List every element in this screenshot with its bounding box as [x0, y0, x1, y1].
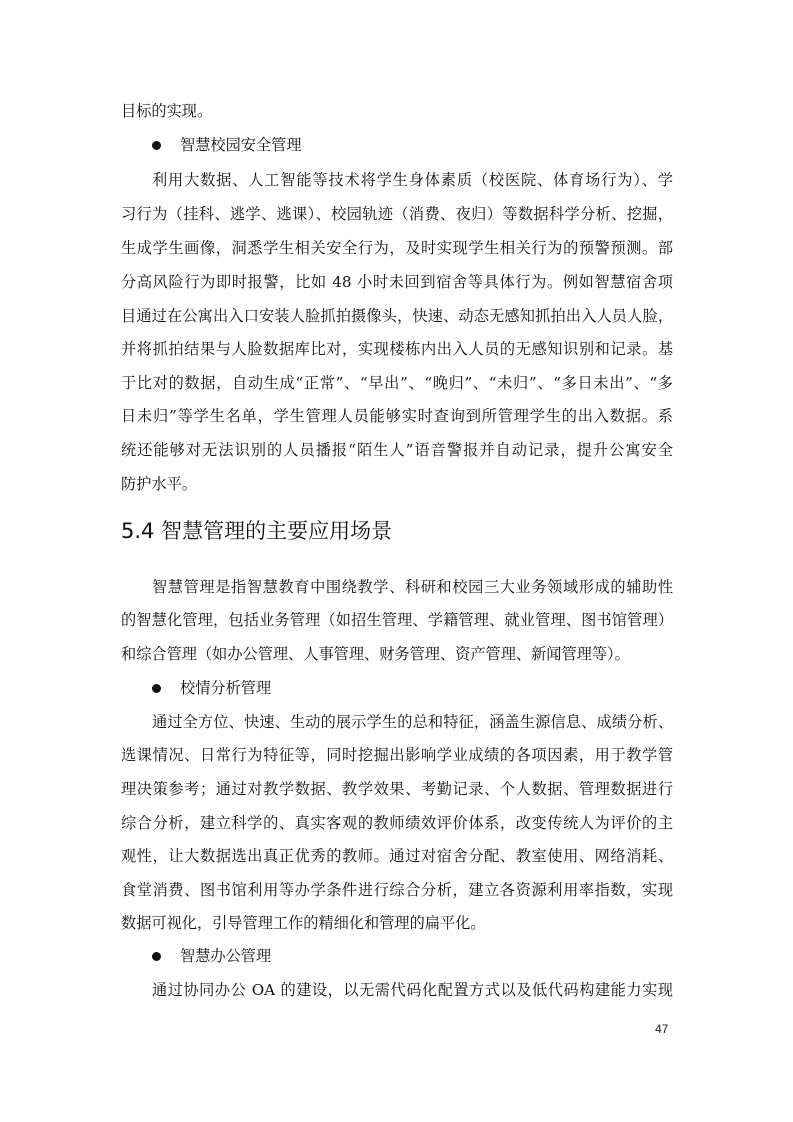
- paragraph-line: 选课情况、日常行为特征等，同时挖掘出影响学业成绩的各项因素，用于教学管: [121, 746, 673, 764]
- paragraph-line: 食堂消费、图书馆利用等办学条件进行综合分析，建立各资源利用率指数，实现: [121, 881, 673, 899]
- paragraph-line: 利用大数据、人工智能等技术将学生身体素质（校医院、体育场行为）、学: [152, 171, 673, 189]
- paragraph-line: 习行为（挂科、逃学、逃课）、校园轨迹（消费、夜归）等数据科学分析、挖掘，: [121, 205, 673, 223]
- paragraph-line: 日未归”等学生名单，学生管理人员能够实时查询到所管理学生的出入数据。系: [121, 407, 673, 425]
- paragraph-line: 分高风险行为即时报警，比如 48 小时未回到宿舍等具体行为。例如智慧宿舍项: [121, 273, 673, 291]
- paragraph-line: 防护水平。: [121, 475, 197, 493]
- paragraph-line: 生成学生画像，洞悉学生相关安全行为，及时实现学生相关行为的预警预测。部: [121, 239, 673, 257]
- paragraph-line: 并将抓拍结果与人脸数据库比对，实现楼栋内出入人员的无感知识别和记录。基: [121, 340, 673, 358]
- paragraph-line: 智慧管理是指智慧教育中围绕教学、科研和校园三大业务领域形成的辅助性: [152, 578, 673, 596]
- paragraph-line: 通过协同办公 OA 的建设，以无需代码化配置方式以及低代码构建能力实现: [152, 981, 673, 999]
- paragraph-line: 通过全方位、快速、生动的展示学生的总和特征，涵盖生源信息、成绩分析、: [152, 713, 673, 731]
- paragraph-line: 的智慧化管理，包括业务管理（如招生管理、学籍管理、就业管理、图书馆管理）: [121, 611, 673, 629]
- page-number: 47: [655, 1022, 669, 1036]
- bullet-label: 校情分析管理: [180, 679, 272, 697]
- bullet-label: 智慧办公管理: [180, 947, 272, 965]
- bullet-label: 智慧校园安全管理: [180, 136, 302, 154]
- bullet-school-analysis: [152, 678, 271, 698]
- paragraph-line: 目通过在公寓出入口安装人脸抓拍摄像头，快速、动态无感知抓拍出入人员人脸，: [121, 307, 673, 325]
- bullet-dot-icon: [152, 141, 161, 150]
- paragraph-line: 数据可视化，引导管理工作的精细化和管理的扁平化。: [121, 914, 486, 932]
- paragraph-line: 综合分析，建立科学的、真实客观的教师绩效评价体系，改变传统人为评价的主: [121, 814, 673, 832]
- bullet-dot-icon: [152, 684, 161, 693]
- paragraph-line: 于比对的数据，自动生成“正常”、“早出”、“晚归”、“未归”、“多日未出”、“多: [121, 374, 673, 392]
- paragraph-line: 统还能够对无法识别的人员播报“陌生人”语音警报并自动记录，提升公寓安全: [121, 441, 673, 459]
- paragraph-line: 理决策参考；通过对教学数据、教学效果、考勤记录、个人数据、管理数据进行: [121, 780, 673, 798]
- bullet-dot-icon: [152, 952, 161, 961]
- bullet-campus-security: [152, 135, 302, 155]
- paragraph-line: 观性，让大数据选出真正优秀的教师。通过对宿舍分配、教室使用、网络消耗、: [121, 847, 673, 865]
- section-heading: 5.4 智慧管理的主要应用场景: [121, 519, 393, 543]
- paragraph-line: 和综合管理（如办公管理、人事管理、财务管理、资产管理、新闻管理等）。: [121, 645, 630, 663]
- intro-tail-line: 目标的实现。: [121, 102, 213, 120]
- bullet-smart-office: [152, 946, 271, 966]
